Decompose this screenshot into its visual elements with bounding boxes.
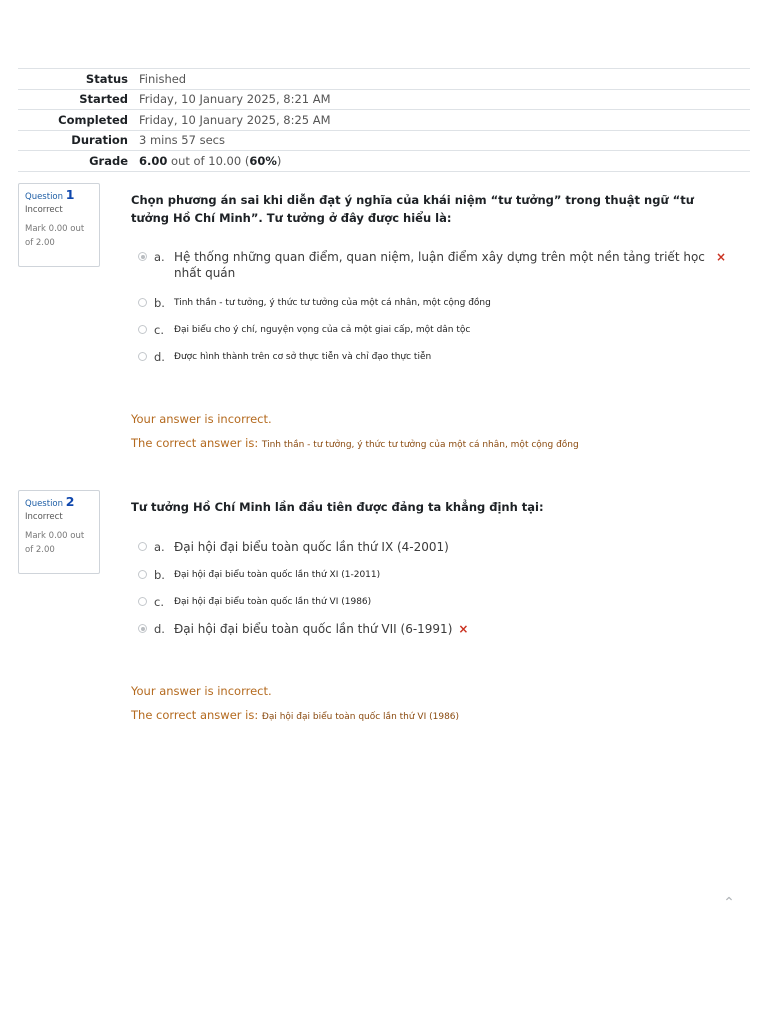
question-1-feedback: Your answer is incorrect.	[131, 412, 272, 426]
option-letter: b.	[154, 296, 165, 310]
radio-icon[interactable]	[138, 542, 147, 551]
question-1-label: Question	[25, 192, 64, 202]
question-1-option-c[interactable]	[138, 322, 470, 338]
option-text: Đại hội đại biểu toàn quốc lần thứ VI (1986)	[174, 597, 372, 607]
option-text: Đại hội đại biểu toàn quốc lần thứ XI (1-2011)	[174, 570, 381, 580]
started-label: Started	[79, 92, 128, 107]
question-1-text: Chọn phương án sai khi diễn đạt ý nghĩa của khái niệm “tư tưởng” trong thuật ngữ “tư tưởng Hồ Chí Minh”. Tư tưởng ở đây được hiểu là:	[131, 193, 694, 225]
started-value: Friday, 10 January 2025, 8:21 AM	[139, 92, 331, 107]
question-2-correct-answer	[131, 708, 459, 722]
question-2-mark: Mark 0.00 out of 2.00	[25, 531, 85, 555]
question-1-option-a[interactable]	[138, 249, 708, 281]
option-text: Tinh thần - tư tưởng, ý thức tư tưởng của một cá nhân, một cộng đồng	[174, 298, 491, 308]
summary-row-completed	[18, 110, 750, 131]
option-letter: a.	[154, 250, 165, 264]
question-2-number: 2	[65, 494, 75, 509]
question-2-option-a[interactable]	[138, 539, 449, 555]
radio-icon[interactable]	[138, 352, 147, 361]
incorrect-x-icon: ×	[458, 622, 469, 636]
option-letter: d.	[154, 350, 165, 364]
option-letter: d.	[154, 622, 165, 636]
grade-score: 6.00	[139, 153, 168, 168]
question-2-heading	[25, 494, 93, 509]
correct-answer-text: Đại hội đại biểu toàn quốc lần thứ VI (1986)	[261, 712, 460, 722]
radio-icon[interactable]	[138, 325, 147, 334]
question-2-info	[18, 490, 100, 574]
question-2-option-c[interactable]	[138, 594, 371, 610]
correct-answer-text: Tinh thần - tư tưởng, ý thức tư tưởng của một cá nhân, một cộng đồng	[261, 440, 579, 450]
grade-close: )	[276, 153, 282, 168]
completed-value: Friday, 10 January 2025, 8:25 AM	[139, 112, 331, 127]
question-1-info	[18, 183, 100, 267]
radio-icon[interactable]	[138, 570, 147, 579]
option-text: Đại hội đại biểu toàn quốc lần thứ IX (4-2001)	[174, 540, 449, 554]
option-letter: a.	[154, 540, 165, 554]
correct-answer-label: The correct answer is:	[131, 436, 262, 450]
grade-label: Grade	[89, 153, 128, 168]
scroll-to-top-icon[interactable]: ⌃	[723, 895, 735, 911]
summary-row-grade	[18, 151, 750, 172]
status-label: Status	[85, 71, 128, 86]
summary-row-started	[18, 90, 750, 111]
question-1-number: 1	[65, 187, 75, 202]
option-letter: b.	[154, 568, 165, 582]
question-1-state: Incorrect	[25, 205, 63, 215]
summary-row-status	[18, 69, 750, 90]
duration-label: Duration	[71, 133, 128, 148]
completed-label: Completed	[58, 112, 128, 127]
radio-checked-icon[interactable]	[138, 624, 147, 633]
status-value: Finished	[139, 71, 187, 86]
radio-icon[interactable]	[138, 298, 147, 307]
question-1-heading	[25, 187, 93, 202]
attempt-summary-table	[18, 68, 750, 172]
radio-icon[interactable]	[138, 597, 147, 606]
question-2-state: Incorrect	[25, 512, 63, 522]
question-1-mark: Mark 0.00 out of 2.00	[25, 224, 85, 248]
option-letter: c.	[154, 595, 164, 609]
question-2-label: Question	[25, 499, 64, 509]
grade-value	[128, 154, 281, 168]
summary-row-duration	[18, 131, 750, 152]
option-text: Đại biểu cho ý chí, nguyện vọng của cả một giai cấp, một dân tộc	[174, 325, 471, 335]
question-1-correct-answer	[131, 436, 579, 450]
question-2-feedback: Your answer is incorrect.	[131, 684, 272, 698]
question-2-option-b[interactable]	[138, 567, 380, 583]
question-2-option-d[interactable]	[138, 621, 468, 637]
option-text: Đại hội đại biểu toàn quốc lần thứ VII (6-1991)	[174, 622, 453, 636]
option-text: Được hình thành trên cơ sở thực tiễn và chỉ đạo thực tiễn	[174, 352, 432, 362]
option-text: Hệ thống những quan điểm, quan niệm, luận điểm xây dựng trên một nền tảng triết học nhất quán	[174, 250, 705, 280]
grade-out-of: out of 10.00 (	[167, 153, 250, 168]
question-1-option-d[interactable]	[138, 349, 431, 365]
option-letter: c.	[154, 323, 164, 337]
question-2-text: Tư tưởng Hồ Chí Minh lần đầu tiên được đảng ta khẳng định tại:	[131, 500, 544, 514]
duration-value: 3 mins 57 secs	[139, 133, 225, 148]
question-1-option-b[interactable]	[138, 295, 491, 311]
radio-checked-icon[interactable]	[138, 252, 147, 261]
correct-answer-label: The correct answer is:	[131, 708, 262, 722]
incorrect-x-icon: ×	[716, 250, 727, 264]
grade-percent: 60%	[249, 153, 277, 168]
